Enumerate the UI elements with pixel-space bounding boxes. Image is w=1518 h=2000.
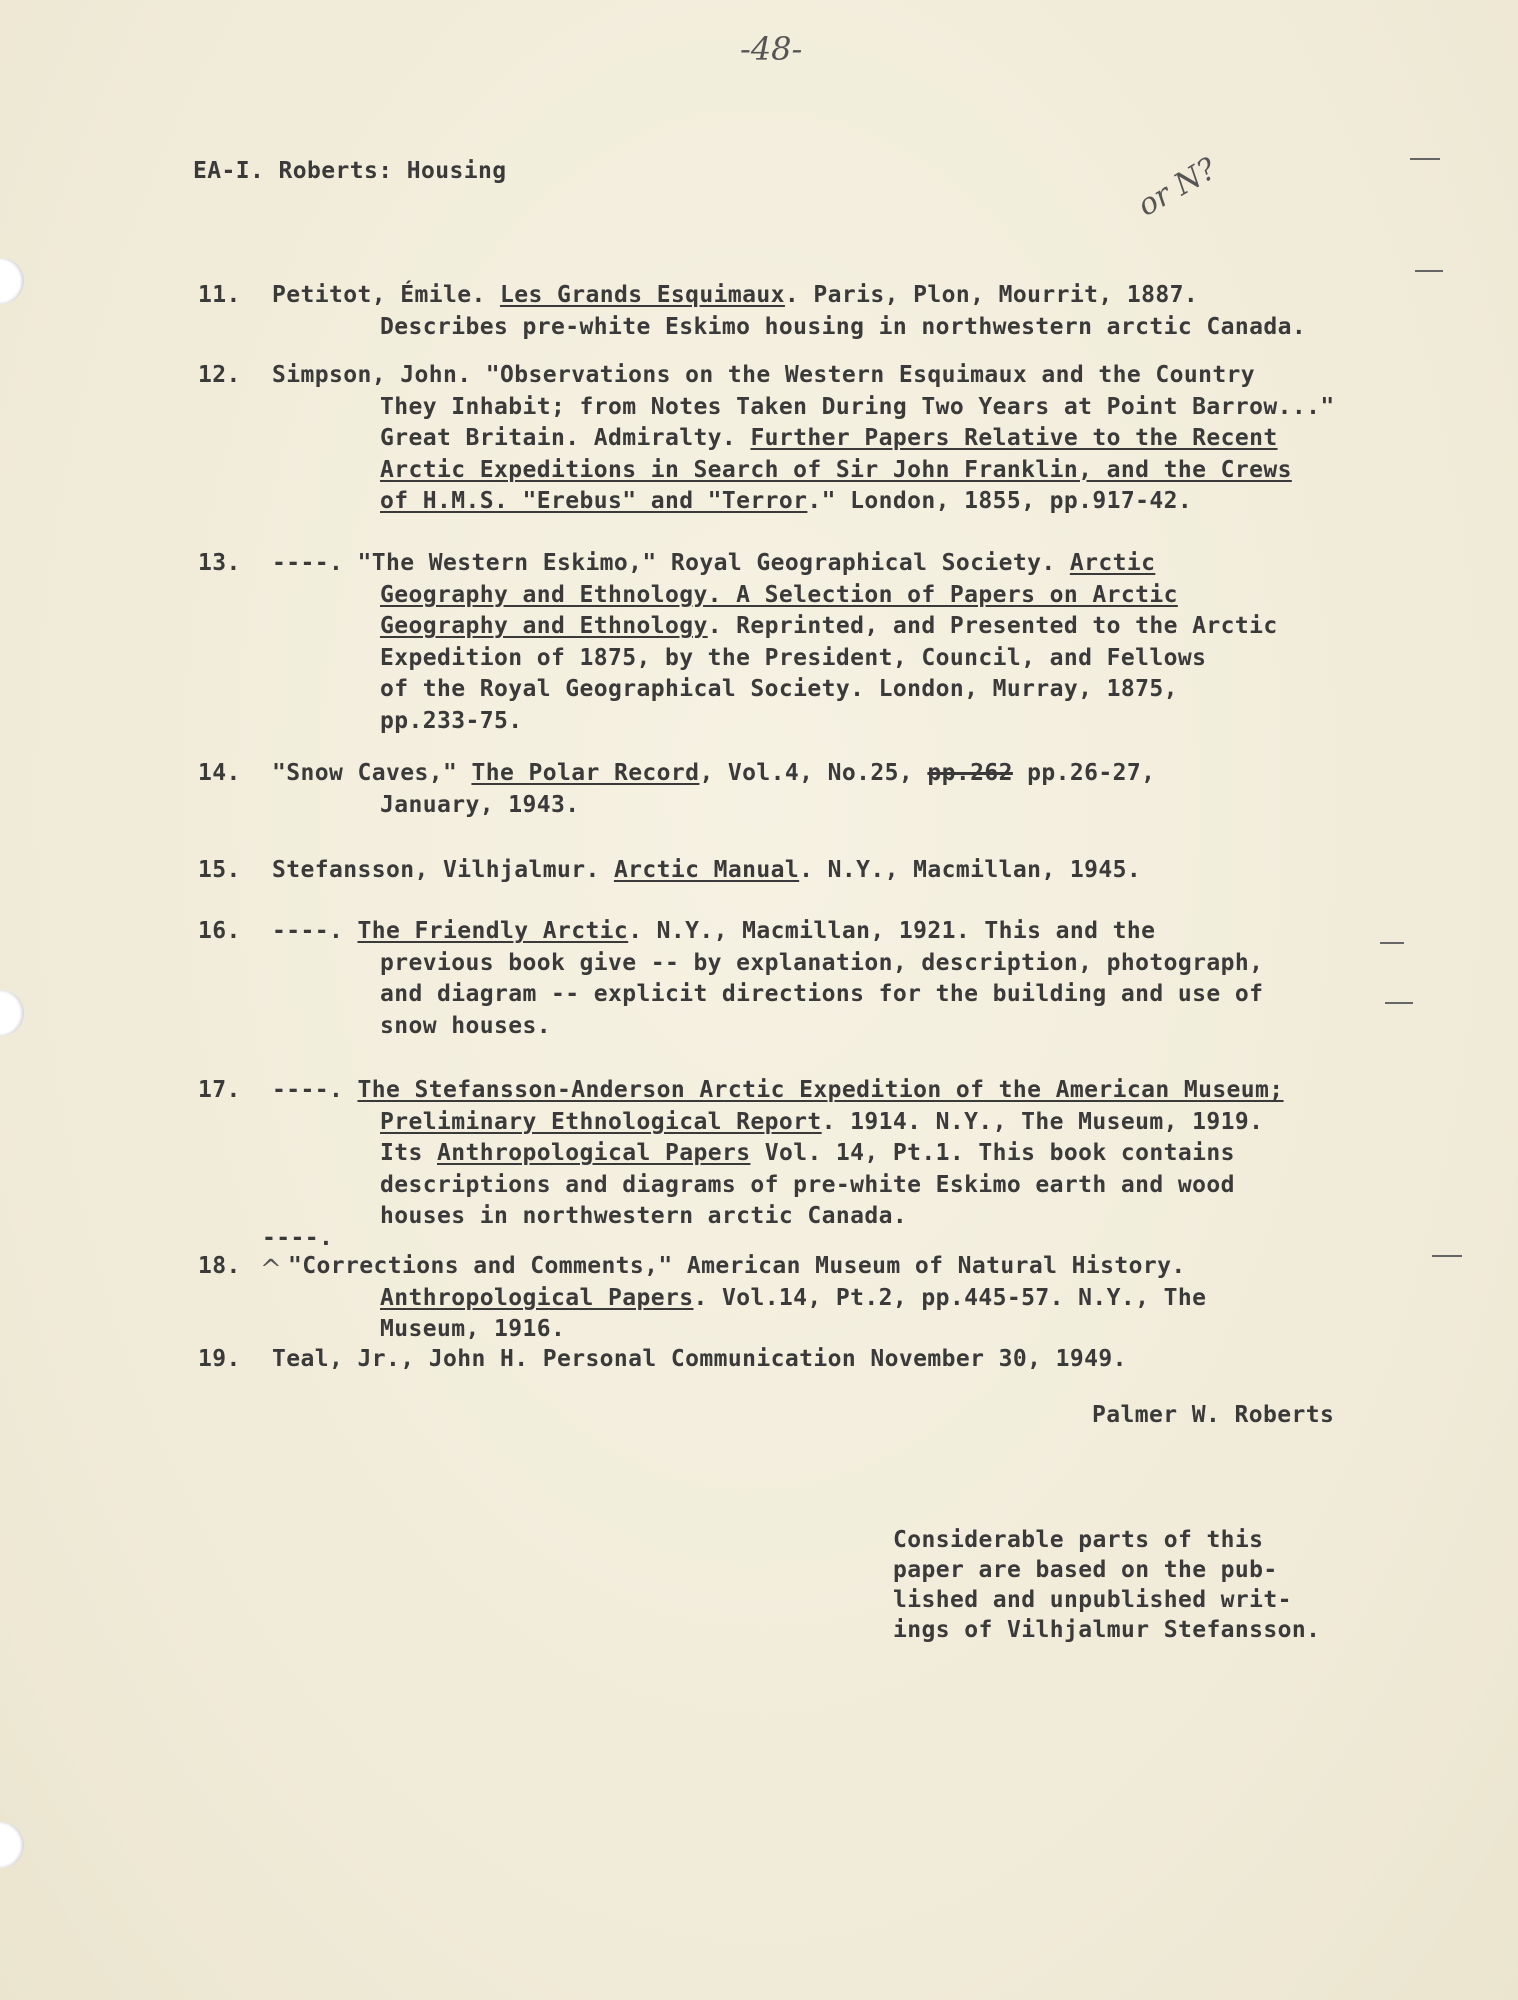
entry-number: 12.	[198, 362, 241, 388]
underlined-title: Geography and Ethnology	[380, 613, 708, 639]
entry-text: "Snow Caves,"	[272, 760, 472, 786]
entry-line	[288, 1253, 1186, 1279]
entry-text: . Paris, Plon, Mourrit, 1887.	[784, 282, 1199, 308]
entry-text: . Reprinted, and Presented to the Arctic	[707, 613, 1278, 639]
underlined-title: Arctic	[1069, 550, 1156, 576]
entry-text: . 1914. N.Y., The Museum, 1919.	[821, 1108, 1264, 1135]
entry-line	[380, 314, 1306, 340]
entry-line	[380, 457, 1292, 483]
entry-text: Museum, 1916.	[380, 1316, 566, 1342]
entry-line	[272, 1077, 1284, 1103]
entry-line	[380, 950, 1263, 976]
margin-tick	[1380, 942, 1404, 944]
entry-line	[380, 488, 1192, 514]
entry-number: 17.	[198, 1077, 241, 1103]
entry-line	[272, 760, 1155, 786]
entry-line	[380, 1316, 565, 1342]
footnote-line: lished and unpublished writ-	[893, 1587, 1292, 1613]
entry-text: descriptions and diagrams of pre-white Eskimo earth and wood	[380, 1171, 1235, 1198]
entry-text: Simpson, John. "Observations on the Western Esquimaux and the Country	[272, 362, 1256, 388]
entry-text: Describes pre-white Eskimo housing in northwestern arctic Canada.	[380, 313, 1307, 340]
underlined-title: Preliminary Ethnological Report	[380, 1108, 822, 1135]
entry-text: ." London, 1855, pp.917-42.	[807, 488, 1193, 514]
entry-line	[272, 1346, 1127, 1372]
underlined-title: Arctic Manual	[613, 857, 800, 883]
entry-line	[272, 282, 1198, 308]
entry-line	[380, 613, 1278, 639]
margin-tick	[1410, 158, 1440, 160]
punch-hole-top	[0, 258, 24, 304]
entry-text: ----.	[272, 918, 358, 944]
entry-line	[380, 1013, 551, 1039]
punch-hole-middle	[0, 990, 24, 1036]
entry-line	[380, 708, 522, 734]
underlined-title: The Stefansson-Anderson Arctic Expedition of the American Museum;	[357, 1077, 1284, 1103]
entry-text: houses in northwestern arctic Canada.	[380, 1203, 908, 1229]
insertion-caret: ^	[260, 1255, 282, 1285]
entry-line	[380, 792, 579, 818]
entry-number: 13.	[198, 550, 241, 576]
entry-line	[380, 1172, 1235, 1198]
punch-hole-bottom	[0, 1822, 24, 1868]
underlined-title: Arctic Expeditions in Search of Sir John Franklin, and the Crews	[380, 456, 1292, 483]
entry-text: and diagram -- explicit directions for the building and use of	[380, 981, 1264, 1007]
underlined-title: Geography and Ethnology. A Selection of Papers on Arctic	[380, 581, 1178, 608]
entry-line	[380, 1109, 1263, 1135]
entry-line	[380, 394, 1335, 420]
underlined-title: Anthropological Papers	[437, 1140, 751, 1166]
margin-tick	[1385, 1002, 1413, 1004]
entry-text: pp.262	[927, 760, 1013, 786]
entry-text: Vol. 14, Pt.1. This book contains	[750, 1140, 1235, 1166]
entry-text: Teal, Jr., John H. Personal Communication November 30, 1949.	[272, 1346, 1127, 1372]
underlined-title: Les Grands Esquimaux	[499, 282, 785, 308]
entry-text: Expedition of 1875, by the President, Council, and Fellows	[380, 644, 1207, 671]
entry-line	[380, 582, 1178, 608]
margin-note: or N?	[1131, 151, 1223, 224]
margin-tick	[1432, 1255, 1462, 1257]
entry-number: 16.	[198, 918, 241, 944]
entry-text: pp.26-27,	[1012, 760, 1156, 786]
page-number: -48-	[740, 30, 803, 68]
underlined-title: Anthropological Papers	[380, 1284, 694, 1311]
entry-text: snow houses.	[380, 1012, 551, 1039]
entry-line	[272, 857, 1141, 883]
footnote-line: paper are based on the pub-	[893, 1557, 1278, 1583]
entry-text: . N.Y., Macmillan, 1921. This and the	[628, 918, 1156, 944]
footnote	[893, 1525, 1320, 1645]
entry-text: of the Royal Geographical Society. London, Murray, 1875,	[380, 676, 1178, 702]
entry-text: ----.	[272, 1077, 358, 1103]
entry-line	[272, 362, 1255, 388]
entry-number: 18.	[198, 1253, 241, 1279]
entry-text: , Vol.4, No.25,	[699, 760, 928, 786]
entry-line	[380, 425, 1278, 451]
entry-number: 19.	[198, 1346, 241, 1372]
page-header: EA-I. Roberts: Housing	[193, 158, 507, 184]
entry-text: . N.Y., Macmillan, 1945.	[799, 857, 1142, 883]
entry-text: Its	[380, 1140, 437, 1166]
entry-line	[380, 1140, 1235, 1166]
entry-text: . Vol.14, Pt.2, pp.445-57. N.Y., The	[693, 1284, 1207, 1311]
underlined-title: The Friendly Arctic	[357, 918, 629, 944]
margin-tick	[1415, 270, 1443, 272]
footnote-line: ings of Vilhjalmur Stefansson.	[893, 1617, 1321, 1643]
entry-text: They Inhabit; from Notes Taken During Two Years at Point Barrow..."	[380, 393, 1335, 420]
entry-line	[380, 676, 1178, 702]
entry-text: ----. "The Western Eskimo," Royal Geographical Society.	[272, 550, 1070, 576]
entry-text: previous book give -- by explanation, description, photograph,	[380, 949, 1264, 976]
entry-line	[272, 918, 1155, 944]
inserted-ditto-mark: ----.	[262, 1225, 334, 1251]
underlined-title: of H.M.S. "Erebus" and "Terror	[380, 488, 808, 514]
entry-line	[380, 1285, 1206, 1311]
entry-line	[380, 1203, 907, 1229]
entry-number: 11.	[198, 282, 241, 308]
entry-text: Stefansson, Vilhjalmur.	[272, 857, 614, 883]
entry-text: Petitot, Émile.	[272, 282, 500, 308]
entry-line	[380, 645, 1206, 671]
entry-number: 15.	[198, 857, 241, 883]
underlined-title: The Polar Record	[471, 760, 700, 786]
footnote-line: Considerable parts of this	[893, 1527, 1264, 1553]
signature: Palmer W. Roberts	[1092, 1402, 1335, 1428]
entry-text: Great Britain. Admiralty.	[380, 425, 751, 451]
underlined-title: Further Papers Relative to the Recent	[750, 425, 1278, 451]
entry-number: 14.	[198, 760, 241, 786]
entry-text: January, 1943.	[380, 791, 580, 818]
entry-text: pp.233-75.	[380, 707, 523, 734]
entry-line	[380, 981, 1263, 1007]
entry-text: "Corrections and Comments," American Museum of Natural History.	[288, 1253, 1186, 1279]
entry-line	[272, 550, 1155, 576]
